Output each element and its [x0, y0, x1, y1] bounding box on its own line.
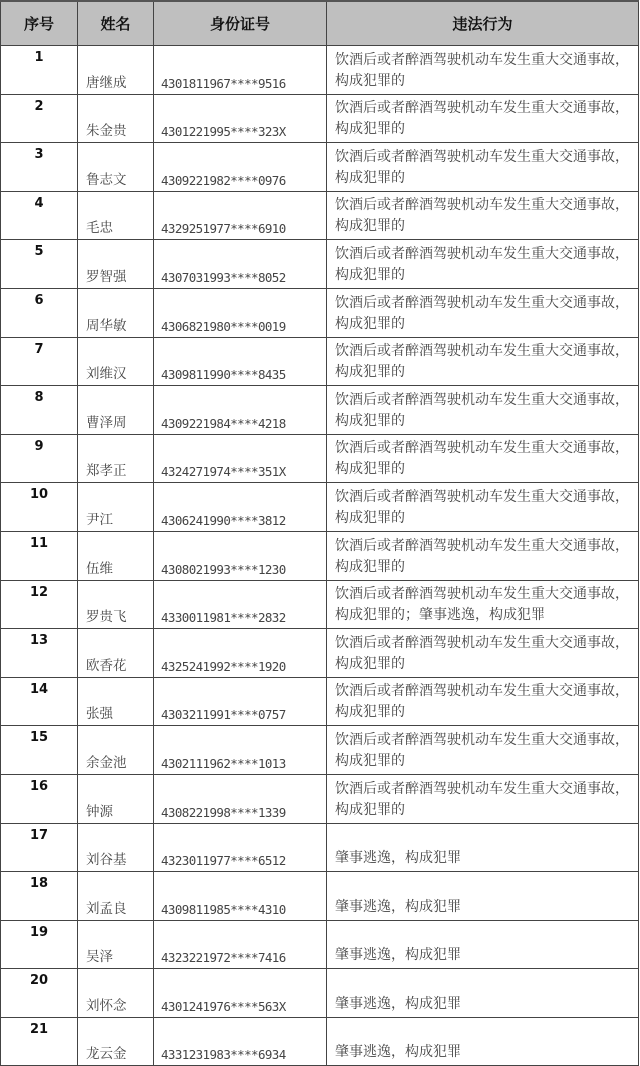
row-number: 2	[1, 94, 78, 143]
offense: 饮酒后或者醉酒驾驶机动车发生重大交通事故，构成犯罪的；肇事逃逸，构成犯罪	[327, 580, 639, 629]
row-number: 18	[1, 872, 78, 921]
row-number: 19	[1, 920, 78, 969]
table-row	[1, 94, 639, 143]
row-number: 15	[1, 726, 78, 775]
person-name: 钟源	[78, 774, 154, 823]
row-number: 14	[1, 677, 78, 726]
person-name: 吴泽	[78, 920, 154, 969]
id-number: 4308221998****1339	[154, 774, 327, 823]
row-number: 10	[1, 483, 78, 532]
row-number: 8	[1, 386, 78, 435]
id-number: 4329251977****6910	[154, 191, 327, 240]
row-number: 9	[1, 434, 78, 483]
person-name: 鲁志文	[78, 143, 154, 192]
table-row	[1, 531, 639, 580]
person-name: 唐继成	[78, 46, 154, 95]
id-number: 4323221972****7416	[154, 920, 327, 969]
id-number: 4301221995****323X	[154, 94, 327, 143]
table-row	[1, 774, 639, 823]
row-number: 16	[1, 774, 78, 823]
offense: 肇事逃逸，构成犯罪	[327, 1017, 639, 1066]
offense: 饮酒后或者醉酒驾驶机动车发生重大交通事故，构成犯罪的	[327, 531, 639, 580]
offense: 肇事逃逸，构成犯罪	[327, 823, 639, 872]
table-row	[1, 969, 639, 1018]
person-name: 毛忠	[78, 191, 154, 240]
row-number: 5	[1, 240, 78, 289]
header-no: 序号	[1, 1, 78, 46]
table-row	[1, 920, 639, 969]
offense: 饮酒后或者醉酒驾驶机动车发生重大交通事故，构成犯罪的	[327, 677, 639, 726]
table-row	[1, 872, 639, 921]
table-row	[1, 629, 639, 678]
id-number: 4330011981****2832	[154, 580, 327, 629]
person-name: 周华敏	[78, 288, 154, 337]
person-name: 郑孝正	[78, 434, 154, 483]
id-number: 4324271974****351X	[154, 434, 327, 483]
person-name: 欧香花	[78, 629, 154, 678]
person-name: 尹江	[78, 483, 154, 532]
offense: 饮酒后或者醉酒驾驶机动车发生重大交通事故，构成犯罪的	[327, 337, 639, 386]
id-number: 4301241976****563X	[154, 969, 327, 1018]
id-number: 4309221982****0976	[154, 143, 327, 192]
id-number: 4301811967****9516	[154, 46, 327, 95]
person-name: 罗智强	[78, 240, 154, 289]
offense: 饮酒后或者醉酒驾驶机动车发生重大交通事故，构成犯罪的	[327, 434, 639, 483]
person-name: 伍维	[78, 531, 154, 580]
id-number: 4308021993****1230	[154, 531, 327, 580]
table-row	[1, 677, 639, 726]
table-row	[1, 386, 639, 435]
row-number: 12	[1, 580, 78, 629]
table-row	[1, 726, 639, 775]
offense: 肇事逃逸，构成犯罪	[327, 872, 639, 921]
id-number: 4325241992****1920	[154, 629, 327, 678]
id-number: 4303211991****0757	[154, 677, 327, 726]
offense: 肇事逃逸，构成犯罪	[327, 969, 639, 1018]
offense: 饮酒后或者醉酒驾驶机动车发生重大交通事故，构成犯罪的	[327, 46, 639, 95]
person-name: 刘孟良	[78, 872, 154, 921]
person-name: 刘怀念	[78, 969, 154, 1018]
table-body	[1, 46, 639, 1066]
table-row	[1, 337, 639, 386]
offense: 饮酒后或者醉酒驾驶机动车发生重大交通事故，构成犯罪的	[327, 629, 639, 678]
person-name: 罗贵飞	[78, 580, 154, 629]
id-number: 4302111962****1013	[154, 726, 327, 775]
offense: 饮酒后或者醉酒驾驶机动车发生重大交通事故，构成犯罪的	[327, 386, 639, 435]
row-number: 21	[1, 1017, 78, 1066]
table-row	[1, 434, 639, 483]
person-name: 张强	[78, 677, 154, 726]
table-row	[1, 46, 639, 95]
row-number: 6	[1, 288, 78, 337]
id-number: 4309811990****8435	[154, 337, 327, 386]
table-row	[1, 483, 639, 532]
offense: 饮酒后或者醉酒驾驶机动车发生重大交通事故，构成犯罪的	[327, 483, 639, 532]
offense: 饮酒后或者醉酒驾驶机动车发生重大交通事故，构成犯罪的	[327, 726, 639, 775]
offense: 饮酒后或者醉酒驾驶机动车发生重大交通事故，构成犯罪的	[327, 774, 639, 823]
row-number: 7	[1, 337, 78, 386]
id-number: 4331231983****6934	[154, 1017, 327, 1066]
row-number: 13	[1, 629, 78, 678]
id-number: 4309221984****4218	[154, 386, 327, 435]
person-name: 曹泽周	[78, 386, 154, 435]
offense: 饮酒后或者醉酒驾驶机动车发生重大交通事故，构成犯罪的	[327, 143, 639, 192]
table-row	[1, 823, 639, 872]
table-row	[1, 580, 639, 629]
id-number: 4306241990****3812	[154, 483, 327, 532]
person-name: 余金池	[78, 726, 154, 775]
row-number: 1	[1, 46, 78, 95]
person-name: 朱金贵	[78, 94, 154, 143]
row-number: 20	[1, 969, 78, 1018]
table-row	[1, 240, 639, 289]
table-row	[1, 143, 639, 192]
table-row	[1, 1017, 639, 1066]
offense: 饮酒后或者醉酒驾驶机动车发生重大交通事故，构成犯罪的	[327, 240, 639, 289]
person-name: 龙云金	[78, 1017, 154, 1066]
person-name: 刘谷基	[78, 823, 154, 872]
offense: 肇事逃逸，构成犯罪	[327, 920, 639, 969]
id-number: 4306821980****0019	[154, 288, 327, 337]
row-number: 11	[1, 531, 78, 580]
id-number: 4309811985****4310	[154, 872, 327, 921]
row-number: 17	[1, 823, 78, 872]
offense: 饮酒后或者醉酒驾驶机动车发生重大交通事故，构成犯罪的	[327, 288, 639, 337]
header-name: 姓名	[78, 1, 154, 46]
offense: 饮酒后或者醉酒驾驶机动车发生重大交通事故，构成犯罪的	[327, 94, 639, 143]
header-offense: 违法行为	[327, 1, 639, 46]
offense: 饮酒后或者醉酒驾驶机动车发生重大交通事故，构成犯罪的	[327, 191, 639, 240]
table-row	[1, 288, 639, 337]
person-name: 刘维汉	[78, 337, 154, 386]
header-row	[1, 1, 639, 46]
header-id: 身份证号	[154, 1, 327, 46]
row-number: 4	[1, 191, 78, 240]
id-number: 4307031993****8052	[154, 240, 327, 289]
row-number: 3	[1, 143, 78, 192]
id-number: 4323011977****6512	[154, 823, 327, 872]
table-row	[1, 191, 639, 240]
